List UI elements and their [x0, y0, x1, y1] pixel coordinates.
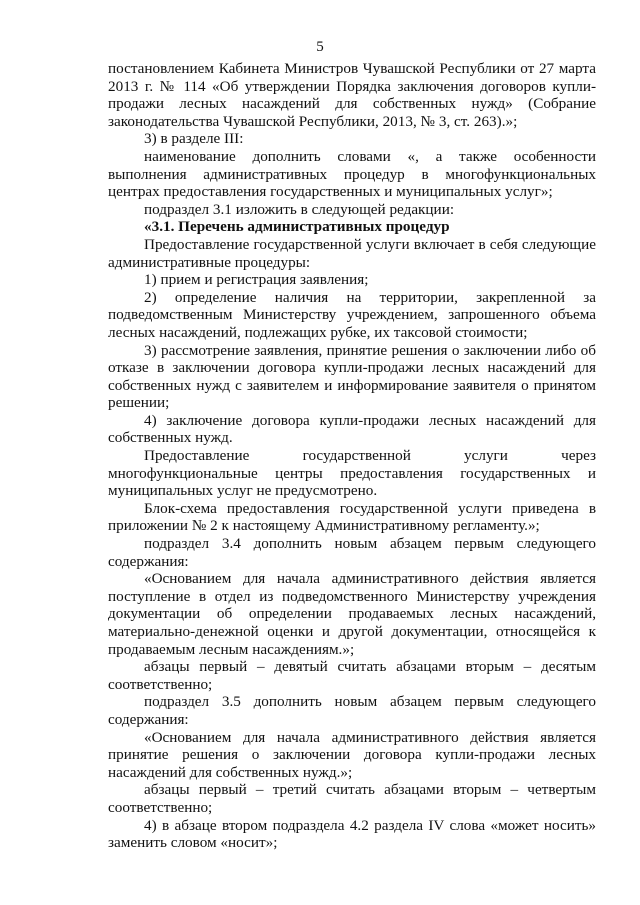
paragraph: наименование дополнить словами «, а также особенности выполнения административных процедур в многофункциональных центрах предоставления государственных и муниципальных услуг»; [108, 147, 596, 201]
list-item: 3) рассмотрение заявления, принятие решения о заключении либо об отказе в заключении договора купли-продажи лесных насаждений для собственных нужд с заявителем и информирование заявителя о принятом решении; [108, 341, 596, 412]
paragraph: постановлением Кабинета Министров Чувашской Республики от 27 марта 2013 г. № 114 «Об утверждении Порядка заключения договоров купли-продажи лесных насаждений для собственных нужд» (Собрание законодательства Чувашской Республики, 2013, № 3, ст. 263).»; [108, 60, 596, 130]
list-item: 1) прием и регистрация заявления; [144, 271, 369, 289]
paragraph: абзацы первый – третий считать абзацами вторым – четвертым соответственно; [108, 781, 596, 816]
list-item: 4) заключение договора купли-продажи лесных насаждений для собственных нужд. [108, 411, 596, 447]
paragraph: «Основанием для начала административного действия является поступление в отдел из подведомственного Министерству учреждения документации об определении продаваемых лесных насаждений, материально-денежной оценки и другой документации, относящейся к продаваемым лесным насаждениям.»; [108, 570, 596, 658]
paragraph: «Основанием для начала административного действия является принятие решения о заключении договора купли-продажи лесных насаждений для собственных нужд.»; [108, 728, 596, 781]
paragraph: Предоставление государственной услуги включает в себя следующие административные процедуры: [108, 235, 596, 271]
paragraph: подраздел 3.4 дополнить новым абзацем первым следующего содержания: [108, 535, 596, 570]
paragraph: подраздел 3.1 изложить в следующей редакции: [144, 200, 455, 218]
paragraph: Предоставление государственной услуги через многофункциональные центры предоставления государственных и муниципальных услуг не предусмотрено. [108, 447, 596, 500]
section-heading: «3.1. Перечень административных процедур [144, 218, 450, 236]
document-body [108, 60, 596, 852]
list-item: 2) определение наличия на территории, закрепленной за подведомственным Министерству учреждением, запрошенного объема лесных насаждений, подлежащих рубке, их таксовой стоимости; [108, 288, 596, 341]
paragraph: абзацы первый – девятый считать абзацами вторым – десятым соответственно; [108, 658, 596, 693]
paragraph: Блок-схема предоставления государственной услуги приведена в приложении № 2 к настоящему Административному регламенту.»; [108, 499, 596, 535]
paragraph: 3) в разделе III: [144, 130, 244, 148]
paragraph: подраздел 3.5 дополнить новым абзацем первым следующего содержания: [108, 693, 596, 728]
page-number: 5 [316, 39, 324, 55]
paragraph: 4) в абзаце втором подраздела 4.2 раздела IV слова «может носить» заменить словом «носит»; [108, 816, 596, 852]
